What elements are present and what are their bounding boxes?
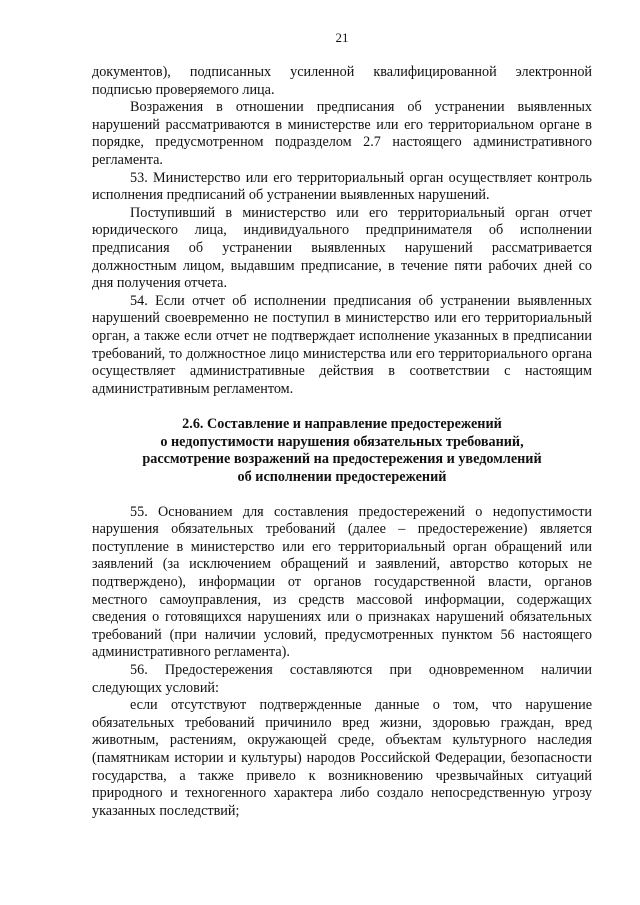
body-text-after <box>92 504 592 821</box>
paragraph: 53. Министерство или его территориальный орган осуществляет контроль исполнения предписаний об устранении выявленных нарушений. <box>92 169 592 204</box>
section-heading-line: об исполнении предостережений <box>237 469 447 486</box>
section-heading <box>92 416 592 486</box>
paragraph: 56. Предостережения составляются при одновременном наличии следующих условий: <box>92 662 592 696</box>
paragraph: 55. Основанием для составления предостережений о недопустимости нарушения обязательных требований (далее – предостережение) является поступление в министерство или его территориальный орган обращений или заявлений (за исключением обращений и заявлений, авторство которых не подтверждено), информации от органов государственной власти, органов местного самоуправления, из средств массовой информации, содержащих сведения о готовящихся нарушениях или о признаках нарушений обязательных требований (при наличии условий, предусмотренных пунктом 56 настоящего административного регламента). <box>92 503 592 661</box>
paragraph: 54. Если отчет об исполнении предписания об устранении выявленных нарушений своевременно не поступил в министерство или его территориальный орган, а также если отчет не подтверждает исполнение указанных в предписании требований, то должностное лицо министерства или его территориального органа осуществляет административные действия в соответствии с настоящим административным регламентом. <box>92 292 592 397</box>
page-number: 21 <box>335 30 349 45</box>
section-heading-line: рассмотрение возражений на предостережения и уведомлений <box>142 451 542 468</box>
document-page <box>92 30 592 820</box>
body-text-before <box>92 64 592 398</box>
paragraph: если отсутствуют подтвержденные данные о том, что нарушение обязательных требований причинило вред жизни, здоровью граждан, вред животным, растениям, окружающей среде, объектам культурного наследия (памятникам истории и культуры) народов Российской Федерации, безопасности государства, а также привело к возникновению чрезвычайных ситуаций природного и техногенного характера либо создало непосредственную угрозу указанных последствий; <box>92 697 592 819</box>
section-heading-line: 2.6. Составление и направление предостережений <box>182 416 502 433</box>
paragraph: документов), подписанных усиленной квалифицированной электронной подписью проверяемого лица. <box>92 64 592 98</box>
section-heading-line: о недопустимости нарушения обязательных требований, <box>160 433 524 450</box>
paragraph: Возражения в отношении предписания об устранении выявленных нарушений рассматриваются в министерстве или его территориальном органе в порядке, предусмотренном подразделом 2.7 настоящего административного регламента. <box>92 99 592 168</box>
paragraph: Поступивший в министерство или его территориальный орган отчет юридического лица, индивидуального предпринимателя об исполнении предписания об устранении выявленных нарушений рассматривается должностным лицом, выдавшим предписание, в течение пяти рабочих дней со дня получения отчета. <box>92 204 592 292</box>
